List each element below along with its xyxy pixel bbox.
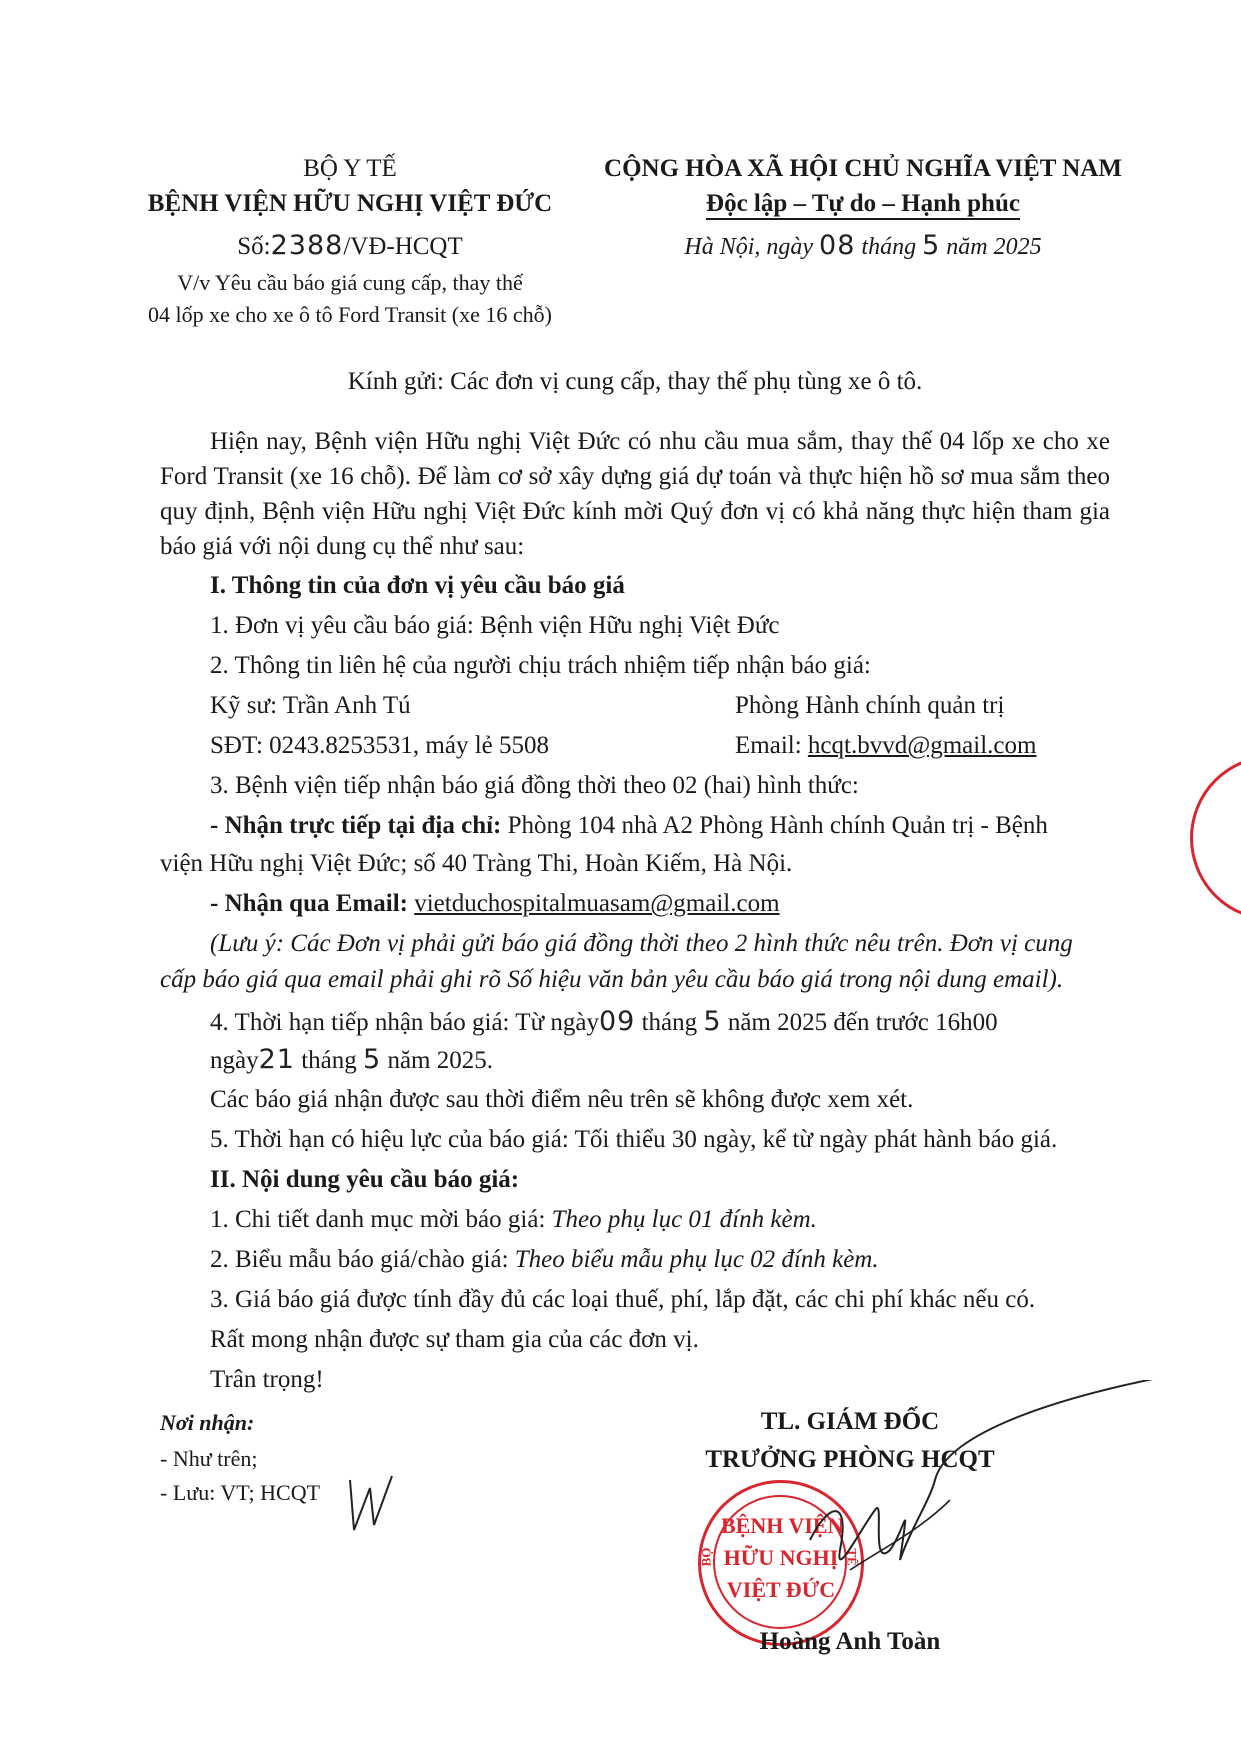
contact-email-label: Email:	[735, 732, 808, 759]
signature-title-2: TRƯỞNG PHÒNG HCQT	[705, 1446, 995, 1473]
stamp-line-1: BỆNH VIỆN	[721, 1513, 844, 1538]
section2-heading: II. Nội dung yêu cầu báo giá:	[210, 1166, 520, 1193]
edge-stamp-fragment	[1190, 755, 1241, 921]
section2-item2-value: Theo biểu mẫu phụ lục 02 đính kèm.	[514, 1246, 879, 1273]
item4-month2-handwritten: 5	[363, 1044, 382, 1075]
recipients-line-1: - Như trên;	[160, 1446, 258, 1471]
stamp-line-3: VIỆT ĐỨC	[726, 1577, 836, 1602]
doc-number-handwritten: 2388	[270, 230, 344, 261]
recipients-line-2: - Lưu: VT; HCQT	[160, 1480, 321, 1505]
date-month: 5	[922, 230, 941, 261]
issue-date	[588, 226, 1138, 267]
hospital-name: BỆNH VIỆN HỮU NGHỊ VIỆT ĐỨC	[147, 190, 553, 217]
late-submission-note: Các báo giá nhận được sau thời điểm nêu trên sẽ không được xem xét.	[210, 1086, 914, 1113]
section2-item1	[210, 1206, 817, 1234]
recipients-label: Nơi nhận:	[160, 1410, 255, 1435]
signatory-name: Hoàng Anh Toàn	[759, 1628, 941, 1655]
initials-mark	[340, 1470, 400, 1540]
document-number	[130, 226, 570, 267]
section1-item5: 5. Thời hạn có hiệu lực của báo giá: Tối thiểu 30 ngày, kể từ ngày phát hành báo giá.	[210, 1126, 1058, 1153]
section1-item2: 2. Thông tin liên hệ của người chịu trách nhiệm tiếp nhận báo giá:	[210, 652, 871, 679]
date-day: 08	[819, 230, 856, 261]
section2-item2	[210, 1246, 879, 1274]
item4-text1: 4. Thời hạn tiếp nhận báo giá: Từ ngày	[210, 1009, 599, 1036]
intro-paragraph	[160, 424, 1110, 564]
item4-line2-prefix: ngày	[210, 1047, 259, 1074]
section2-item2-label: 2. Biểu mẫu báo giá/chào giá:	[210, 1246, 515, 1273]
item4-month1-handwritten: 5	[703, 1006, 722, 1037]
header-right	[588, 152, 1138, 267]
contact-phone: SĐT: 0243.8253531, máy lẻ 5508	[210, 732, 550, 759]
item4-text2: tháng	[635, 1009, 704, 1036]
contact-email-row	[735, 732, 1036, 760]
item4-line2-suffix: năm 2025.	[381, 1047, 493, 1074]
email-delivery-link[interactable]: vietduchospitalmuasam@gmail.com	[414, 890, 780, 917]
email-delivery-row	[210, 890, 780, 918]
direct-delivery-label: - Nhận trực tiếp tại địa chỉ:	[210, 812, 502, 839]
item4-line2-mid: tháng	[294, 1047, 364, 1074]
section1-item4-line1	[210, 1006, 998, 1037]
section1-item3: 3. Bệnh viện tiếp nhận báo giá đồng thời theo 02 (hai) hình thức:	[210, 772, 859, 799]
direct-delivery-line2: viện Hữu nghị Việt Đức; số 40 Tràng Thi, Hoàn Kiếm, Hà Nội.	[160, 850, 793, 877]
ministry-name: BỘ Y TẾ	[303, 155, 397, 182]
email-delivery-label: - Nhận qua Email:	[210, 890, 408, 917]
contact-email-link[interactable]: hcqt.bvvd@gmail.com	[807, 732, 1037, 759]
item4-text3: năm 2025 đến trước 16h00	[721, 1009, 998, 1036]
note-line-2: cấp báo giá qua email phải ghi rõ Số hiệu văn bản yêu cầu báo giá trong nội dung email).	[160, 966, 1064, 993]
contact-name: Kỹ sư: Trần Anh Tú	[210, 692, 411, 719]
section1-heading: I. Thông tin của đơn vị yêu cầu báo giá	[210, 572, 625, 599]
header-left	[130, 152, 570, 331]
section1-item4-line2	[210, 1044, 493, 1075]
direct-delivery-address: Phòng 104 nhà A2 Phòng Hành chính Quản trị - Bệnh	[501, 812, 1048, 839]
subject-line-2: 04 lốp xe cho xe ô tô Ford Transit (xe 16 chỗ)	[148, 302, 552, 327]
date-prefix: Hà Nội, ngày	[684, 234, 814, 260]
contact-department: Phòng Hành chính quản trị	[735, 692, 1005, 719]
doc-suffix: /VĐ-HCQT	[343, 233, 463, 260]
direct-delivery-line1	[210, 812, 1048, 840]
date-year: năm 2025	[946, 234, 1042, 260]
closing-line-2: Trân trọng!	[210, 1366, 324, 1393]
stamp-side-right: TẾ	[844, 1548, 860, 1566]
signature-title-1: TL. GIÁM ĐỐC	[760, 1408, 940, 1435]
national-motto	[588, 186, 1138, 222]
section2-item3: 3. Giá báo giá được tính đầy đủ các loại thuế, phí, lắp đặt, các chi phí khác nếu có.	[210, 1286, 1036, 1313]
addressee: Kính gửi: Các đơn vị cung cấp, thay thế phụ tùng xe ô tô.	[347, 368, 923, 395]
subject-line-1: V/v Yêu cầu báo giá cung cấp, thay thế	[177, 270, 523, 295]
stamp-side-left: BỘ	[698, 1547, 714, 1567]
signature-scribble	[700, 1380, 1220, 1640]
date-month-label: tháng	[861, 234, 917, 260]
republic-name: CỘNG HÒA XÃ HỘI CHỦ NGHĨA VIỆT NAM	[604, 155, 1122, 182]
section2-item1-value: Theo phụ lục 01 đính kèm.	[551, 1206, 817, 1233]
closing-line-1: Rất mong nhận được sự tham gia của các đơn vị.	[210, 1326, 699, 1353]
item4-day2-handwritten: 21	[258, 1044, 295, 1075]
motto-text: Độc lập – Tự do – Hạnh phúc	[706, 190, 1020, 220]
intro-text: Hiện nay, Bệnh viện Hữu nghị Việt Đức có nhu cầu mua sắm, thay thế 04 lốp xe cho xe Ford Transit (xe 16 chỗ). Để làm cơ sở xây dựng giá dự toán và thực hiện hồ sơ mua sắm theo quy định, Bệnh viện Hữu nghị Việt Đức kính mời Quý đơn vị có khả năng thực hiện tham gia báo giá với nội dung cụ thể như sau:	[160, 428, 1110, 560]
item4-day1-handwritten: 09	[598, 1006, 636, 1037]
doc-prefix: Số:	[237, 233, 271, 260]
stamp-line-2: HỮU NGHỊ	[723, 1545, 839, 1570]
section1-item1: 1. Đơn vị yêu cầu báo giá: Bệnh viện Hữu nghị Việt Đức	[210, 612, 780, 639]
section2-item1-label: 1. Chi tiết danh mục mời báo giá:	[210, 1206, 552, 1233]
note-line-1: (Lưu ý: Các Đơn vị phải gửi báo giá đồng thời theo 2 hình thức nêu trên. Đơn vị cung	[210, 930, 1073, 957]
